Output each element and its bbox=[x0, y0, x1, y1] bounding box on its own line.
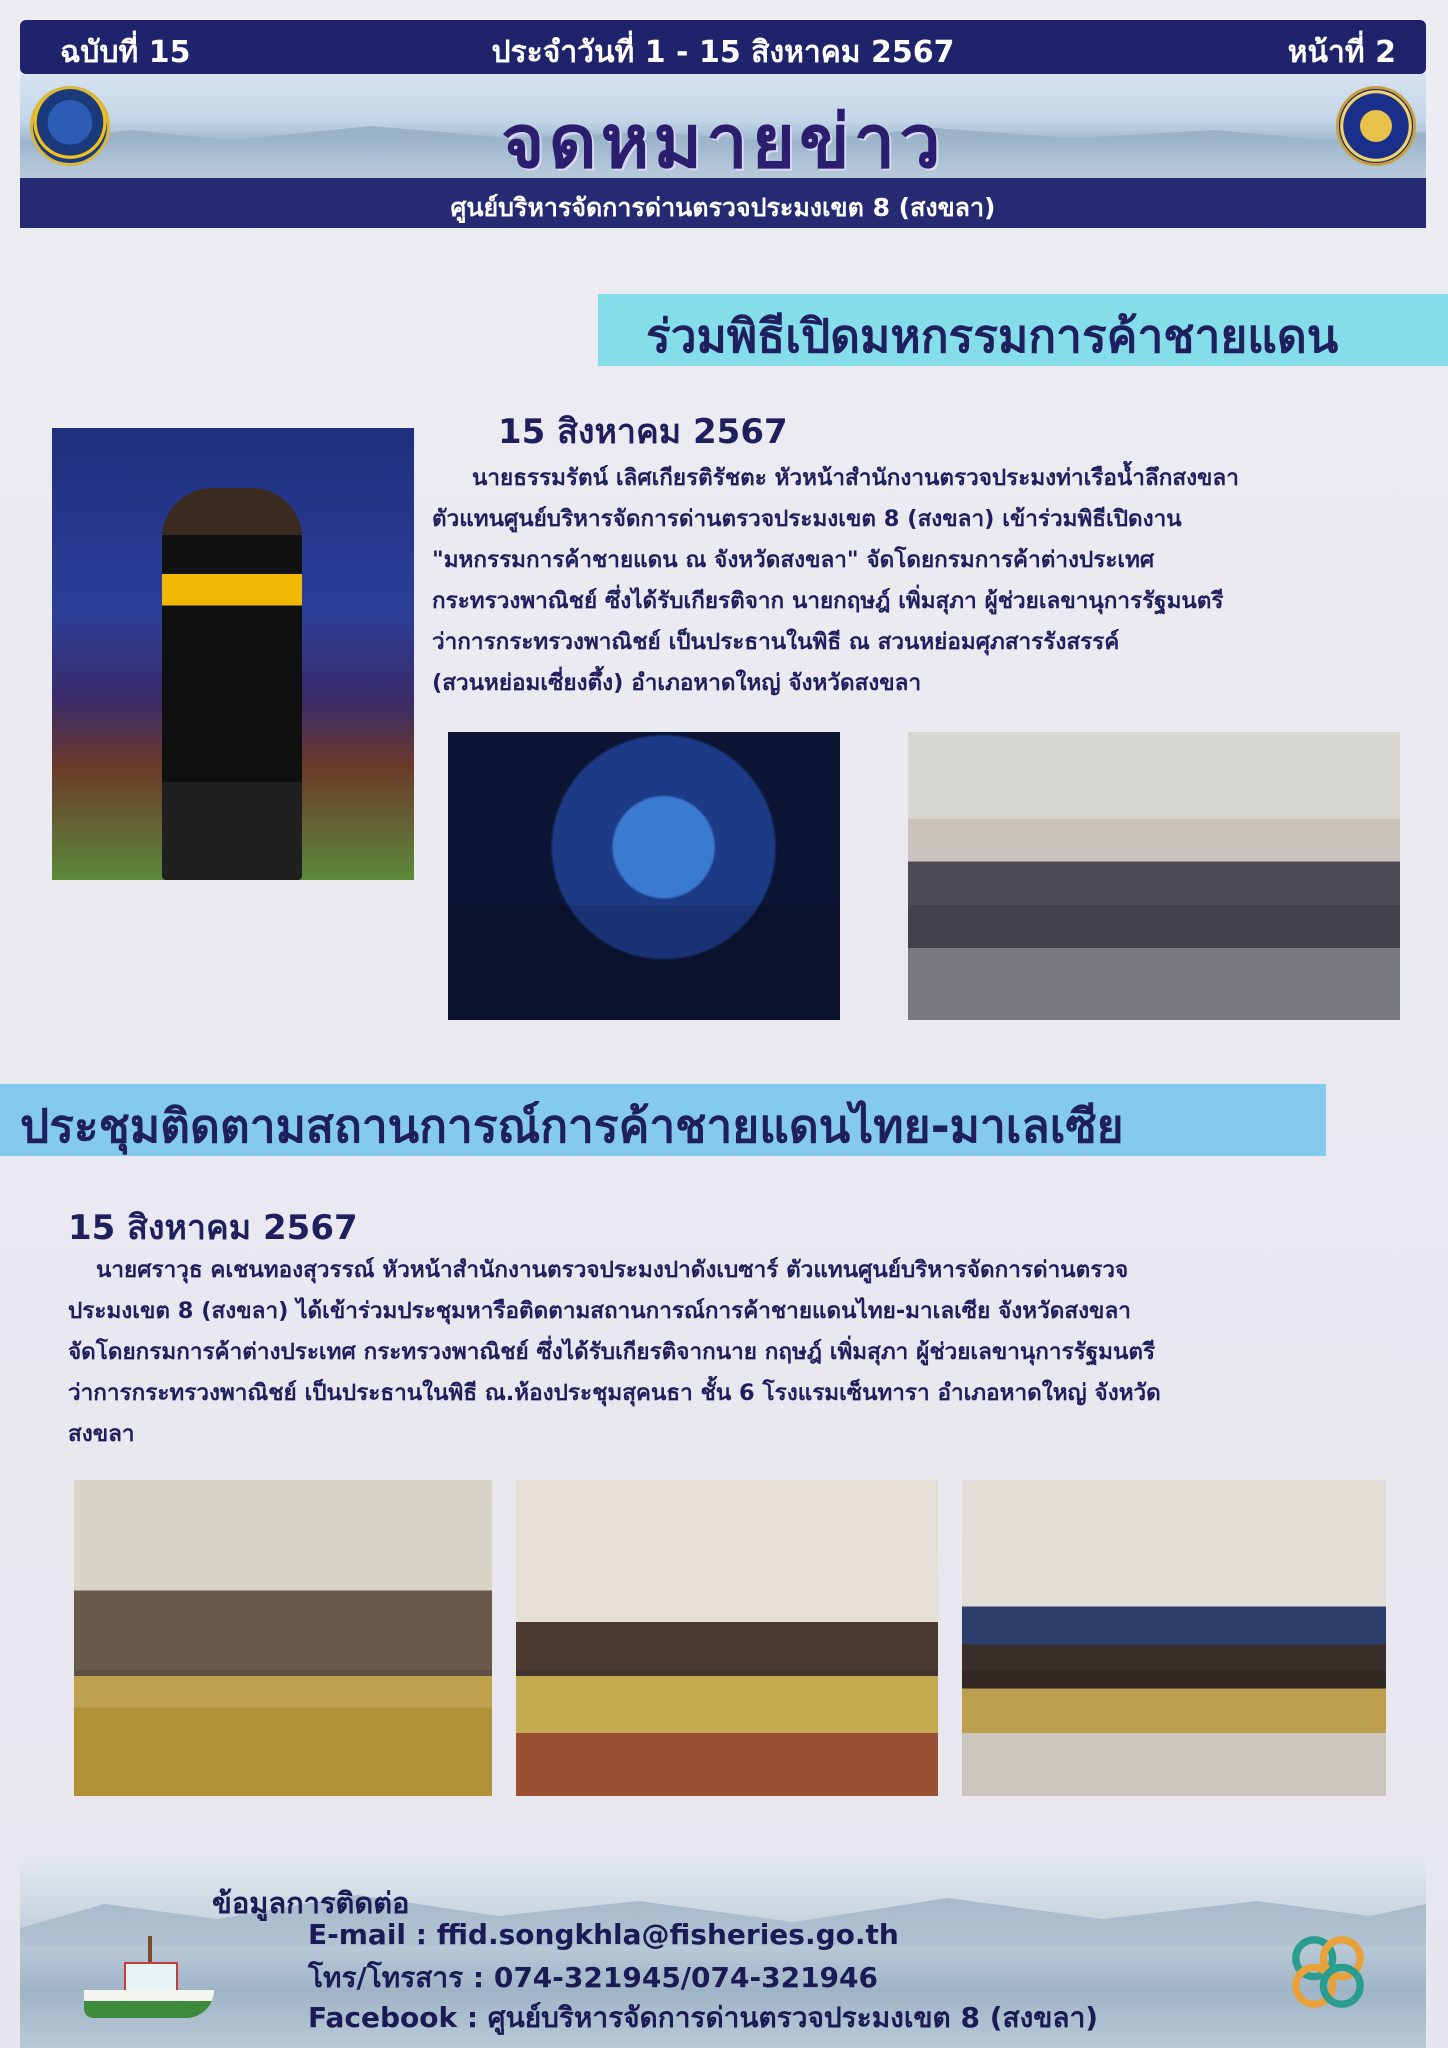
article2-date: 15 สิงหาคม 2567 bbox=[68, 1208, 358, 1248]
knot-logo-icon bbox=[1282, 1926, 1374, 2018]
article2-photo-meeting-room bbox=[962, 1480, 1386, 1796]
article1-line: "มหกรรมการค้าชายแดน ณ จังหวัดสงขลา" จัดโดยกรมการค้าต่างประเทศ bbox=[432, 547, 1155, 573]
article2-photo-officials bbox=[74, 1480, 492, 1796]
article1-body bbox=[432, 458, 1412, 704]
contact-footer bbox=[20, 1856, 1426, 2048]
organization-subtitle: ศูนย์บริหารจัดการด่านตรวจประมงเขต 8 (สงขลา) bbox=[20, 178, 1426, 228]
article1-line: กระทรวงพาณิชย์ ซึ่งได้รับเกียรติจาก นายกฤษฎ์ เพิ่มสุภา ผู้ช่วยเลขานุการรัฐมนตรี bbox=[432, 588, 1224, 614]
article2-line: ประมงเขต 8 (สงขลา) ได้เข้าร่วมประชุมหารือติดตามสถานการณ์การค้าชายแดนไทย-มาเลเซีย จังหวัดสงขลา bbox=[68, 1298, 1131, 1324]
article2-body bbox=[68, 1250, 1398, 1455]
article1-line: (สวนหย่อมเซี่ยงตึ้ง) อำเภอหาดใหญ่ จังหวัดสงขลา bbox=[432, 670, 922, 696]
article1-photo-audience bbox=[908, 732, 1400, 1020]
article1-date: 15 สิงหาคม 2567 bbox=[498, 412, 788, 452]
article2-line: นายศราวุธ คเชนทองสุวรรณ์ หัวหน้าสำนักงานตรวจประมงปาดังเบซาร์ ตัวแทนศูนย์บริหารจัดการด่านตรวจ bbox=[96, 1257, 1129, 1283]
article2-line: ว่าการกระทรวงพาณิชย์ เป็นประธานในพิธี ณ.ห้องประชุมสุคนธา ชั้น 6 โรงแรมเซ็นทารา อำเภอหาดใหญ่ จังหวัด bbox=[68, 1380, 1161, 1406]
contact-phone: โทร/โทรสาร : 074-321945/074-321946 bbox=[308, 1961, 878, 1994]
article1-line: นายธรรมรัตน์ เลิศเกียรติรัชตะ หัวหน้าสำนักงานตรวจประมงท่าเรือน้ำลึกสงขลา bbox=[472, 465, 1239, 491]
contact-email[interactable]: E-mail : ffid.songkhla@fisheries.go.th bbox=[308, 1918, 899, 1951]
article2-heading: ประชุมติดตามสถานการณ์การค้าชายแดนไทย-มาเลเซีย bbox=[0, 1084, 1326, 1156]
fishing-boat-icon bbox=[84, 1936, 214, 2026]
article2-photo-head-table bbox=[516, 1480, 938, 1796]
article2-line: สงขลา bbox=[68, 1421, 135, 1447]
contact-facebook[interactable]: Facebook : ศูนย์บริหารจัดการด่านตรวจประมงเขต 8 (สงขลา) bbox=[308, 2001, 1099, 2034]
person-figure bbox=[162, 488, 302, 880]
article1-heading: ร่วมพิธีเปิดมหกรรมการค้าชายแดน bbox=[598, 294, 1448, 366]
issue-number: ฉบับที่ 15 bbox=[60, 35, 191, 70]
contact-title: ข้อมูลการติดต่อ bbox=[212, 1886, 410, 1920]
article2-line: จัดโดยกรมการค้าต่างประเทศ กระทรวงพาณิชย์ ซึ่งได้รับเกียรติจากนาย กฤษฎ์ เพิ่มสุภา ผู้ช่วยเลขานุการรัฐมนตรี bbox=[68, 1339, 1156, 1365]
department-of-fisheries-logo-icon bbox=[1336, 86, 1416, 166]
top-header-bar bbox=[20, 20, 1426, 74]
article1-line: ว่าการกระทรวงพาณิชย์ เป็นประธานในพิธี ณ สวนหย่อมศุภสารรังสรรค์ bbox=[432, 629, 1120, 655]
newsletter-title: จดหมายข่าว bbox=[501, 99, 945, 178]
article1-line: ตัวแทนศูนย์บริหารจัดการด่านตรวจประมงเขต 8 (สงขลา) เข้าร่วมพิธีเปิดงาน bbox=[432, 506, 1182, 532]
article1-photo-portrait bbox=[52, 428, 414, 880]
issue-date: ประจำวันที่ 1 - 15 สิงหาคม 2567 bbox=[491, 35, 955, 70]
page-number: หน้าที่ 2 bbox=[1287, 35, 1396, 70]
title-banner bbox=[20, 74, 1426, 178]
article1-photo-stage bbox=[448, 732, 840, 1020]
